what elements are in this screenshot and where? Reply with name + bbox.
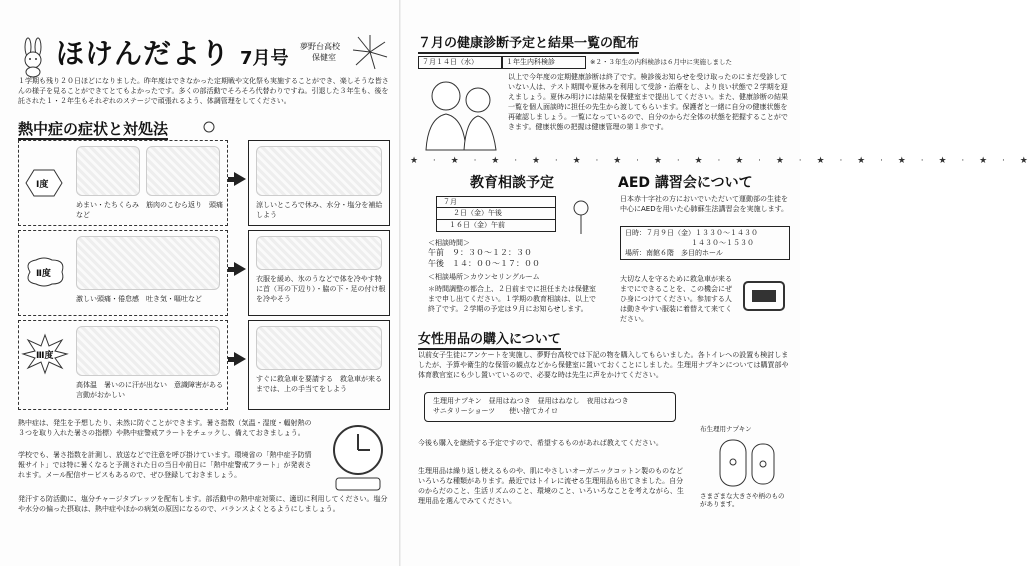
level-1-symptoms: めまい・たちくらみ 筋肉のこむら返り 頭痛など (76, 201, 223, 219)
consult-time-label: ＜相談時間＞ (428, 239, 470, 247)
aed-paragraph: 日本赤十字社の方においでいただいて運動部の生徒を中心にAEDを用いた心肺蘇生法講習会を実施します。 (620, 195, 789, 213)
aed-section-title: AED 講習会について (618, 175, 753, 191)
checkup-title-text: ７月の健康診断予定と結果一覧の配布 (418, 36, 639, 54)
goods-paragraph: 以前女子生徒にアンケートを実施し、夢野台高校では下記の物を購入してもらいました。各トイレへの設置も検討しましたが、予算や衛生的な保管の観点などから保健室に置いておくことにしました。生理用ナプキンについては購買部や体育教官室にも少し置いているので、必要な時は先生に声をかけてください。 (418, 351, 789, 379)
checkup-section-title (418, 36, 639, 54)
headache-illustration (76, 236, 220, 290)
cooling-illustration (256, 236, 382, 270)
level-2-label: Ⅱ度 (36, 269, 51, 279)
aed-paragraph-2: 大切な人を守るために救急車が来るまでにできることを、この機会にぜひ身につけてください。参加する人は動きやすい服装に着替えて来てください。 (620, 275, 732, 323)
prevention-paragraph: 熱中症は、発生を予想したり、未然に防ぐことができます。暑さ指数（気温・湿度・輻射熱の３つを取り入れた暑さの指標）や熱中症警戒アラートをチェックし、備えておきましょう。 (18, 419, 312, 437)
level-2-action: 衣服を緩め、氷のうなどで体を冷やす特に首（耳の下辺り）・脇の下・足の付け根を冷やそう (256, 275, 386, 303)
consult-row-1: ２日（金）午後 (436, 208, 556, 220)
goods-item-1: 生理用ナプキン 昼用はねつき 昼用はねなし 夜用はねつき (433, 397, 629, 405)
doctor-illustration (418, 74, 504, 150)
consult-notes: ＊時間調整の都合上、２日前までに担任または保健室まで申し出てください。１学期の教育相談は、以上で終了です。２学期の予定は９月にお知らせします。 (428, 285, 596, 313)
arrow-2-icon (234, 262, 246, 276)
level-1-action: 涼しいところで休み、水分・塩分を補給しよう (256, 201, 383, 219)
newsletter-month: 7月号 (240, 48, 289, 69)
goods-paragraph-2: 今後も購入を継続する予定ですので、希望するものがあれば教えてください。 (418, 439, 663, 447)
goods-section-title (418, 332, 561, 350)
page-fold (399, 0, 401, 566)
aed-device-icon (742, 278, 786, 314)
level-1-badge (22, 168, 66, 198)
aed-place: 場所：南館６階 多目的ホール (625, 249, 723, 257)
consult-section-title: 教育相談予定 (470, 175, 554, 191)
consult-am: 午前 ９：３０～１２：３０ (428, 248, 532, 257)
sun-icon (200, 118, 218, 136)
checkup-item: １年生内科検診 (502, 56, 586, 69)
alert-paragraph: 学校でも、暑さ指数を計測し、放送などで注意を呼び掛けています。環境省の「熱中症予防情報サイト」では特に暑くなると予測された日の当日や前日に「熱中症警戒アラート」が発表されます。メール配信サービスもあるので、ぜひ登録しておきましょう。 (18, 451, 312, 479)
aed-schedule (620, 226, 790, 260)
collapse-illustration (76, 326, 220, 376)
level-3-badge (22, 334, 68, 374)
goods-paragraph-3: 生理用品は繰り返し使えるものや、肌にやさしいオーガニックコットン製のものなどいろいろな種類があります。最近ではトイレに流せる生理用品も出てきました。自分のからだのこと、生活リズムのこと、環境のこと、いろいろなことを考えながら、生理用品を選んでみてください。 (418, 467, 684, 505)
level-2-symptoms: 激しい頭痛・倦怠感 吐き気・嘔吐など (76, 295, 202, 303)
checkup-paragraph: 以上で今年度の定期健康診断は終了です。検診後お知らせを受け取ったのにまだ受診していない人は、テスト期間や夏休みを利用して受診・治療をし、より良い状態で２学期を迎えましょう。夏休み明けには結果を保健室まで提出してください。また、健康診断の結果一覧を個人面談時に担任の先生から渡してもらいます。保護者と一緒に自分の健康状態を再確認しましょう。一覧になっているので、自分のからだ全体の状態を把握することができます。健康状態の把握は健康管理の第１歩です。 (508, 73, 788, 131)
intro-paragraph: １学期も残り２０日ほどになりました。昨年度はできなかった定期戦や文化祭も実施することができ、楽しそうな皆さんの様子を見ることができてとてもよかったです。多くの部活動でそろそろ代替わりですね。引退した３年生も、後を託された１・２年生もそれぞれのステージで頑張れるよう、体調管理をしてください。 (18, 77, 389, 105)
cramp-illustration (146, 146, 220, 196)
ambulance-illustration (256, 326, 382, 370)
checkup-note: ※２・３年生の内科検診は６月中に実施しました (590, 58, 732, 66)
level-3-action: すぐに救急車を要請する 救急車が来るまでは、上の手当てをしよう (256, 375, 382, 393)
office-name: 保健室 (312, 53, 336, 62)
aed-time-2: １４３０～１５３０ (691, 239, 754, 247)
consult-table (436, 196, 556, 232)
tablet-paragraph: 発汗する防活動に、塩分チャージタブレッツを配布します。部活動中の熱中症対策に、適切に利用してください。塩分や水分の偏った摂取は、熱中症やほかの病気の原因になるので、バランスよくとるようにしましょう。 (18, 495, 388, 513)
goods-item-2: サニタリーショーツ 使い捨てカイロ (433, 407, 558, 415)
level-2-badge (22, 256, 68, 288)
level-3-symptoms: 高体温 暑いのに汗が出ない 意識障害がある 言動がおかしい (76, 381, 230, 399)
arrow-1-icon (234, 172, 246, 186)
rest-illustration (256, 146, 382, 196)
consult-month: ７月 (436, 196, 556, 208)
newsletter-title: ほけんだより (56, 37, 231, 70)
cloth-pad-label: 布生理用ナプキン (700, 425, 752, 433)
level-3-label: Ⅲ度 (36, 351, 54, 361)
arrow-3-icon (234, 352, 246, 366)
cloth-pad-note: さまざまな大きさや柄のものがあります。 (700, 492, 785, 508)
star-divider: ★ · ★ · ★ · ★ · ★ · ★ · ★ · ★ · ★ · ★ · ★ · ★ · ★ · ★ · ★ · ★ (410, 156, 1034, 166)
school-name: 夢野台高校 (300, 42, 340, 51)
flower-icon (566, 196, 596, 236)
dizzy-illustration (76, 146, 140, 196)
heat-title-text: 熱中症の症状と対処法 (18, 120, 169, 138)
heat-section-title (18, 120, 168, 140)
goods-list (424, 392, 676, 422)
clock-illustration (326, 420, 390, 492)
consult-pm: 午後 １４：００～１７：００ (428, 259, 540, 268)
consult-place: ＜相談場所＞カウンセリングルーム (428, 273, 540, 281)
bunny-icon (18, 38, 48, 78)
cloth-pad-illustration (700, 436, 790, 490)
checkup-date: ７月１４日（水） (418, 56, 502, 69)
goods-title-text: 女性用品の購入について (418, 332, 561, 350)
consult-row-2: １６日（金）午前 (436, 220, 556, 232)
level-1-label: Ⅰ度 (36, 180, 49, 190)
aed-date: 日時：７月９日（金）１３３０～１４３０ (625, 229, 758, 237)
fireworks-icon (350, 32, 390, 72)
